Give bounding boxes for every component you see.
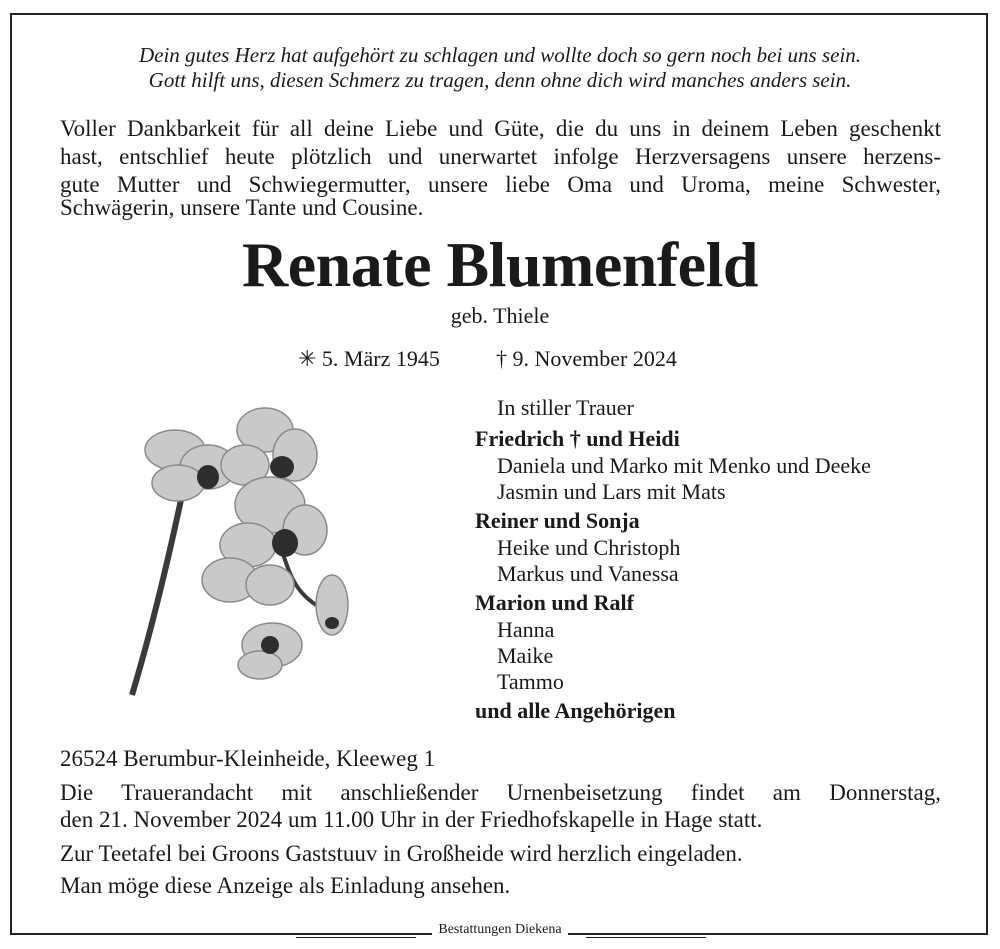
undertaker-name: Bestattungen Diekena	[432, 922, 567, 937]
mourner-2b: Markus und Vanessa	[497, 561, 679, 586]
mourner-3b: Maike	[497, 643, 554, 668]
mourners-heading: In stiller Trauer	[497, 395, 634, 420]
undertaker-credit	[0, 921, 1000, 939]
mourner-1b: Jasmin und Lars mit Mats	[497, 479, 726, 504]
mourners-all: und alle Angehörigen	[475, 698, 676, 723]
mourner-1a: Daniela und Marko mit Menko und Deeke	[497, 453, 871, 478]
motto-line-2: Gott hilft uns, diesen Schmerz zu tragen, denn ohne dich wird manches anders sein.	[148, 68, 852, 92]
service-line-2: den 21. November 2024 um 11.00 Uhr in der Friedhofskapelle in Hage statt.	[60, 807, 763, 832]
orchid-icon	[120, 405, 360, 705]
address: 26524 Berumbur-Kleinheide, Kleeweg 1	[60, 746, 436, 771]
maiden-name: geb. Thiele	[450, 303, 550, 328]
motto-line-1: Dein gutes Herz hat aufgehört zu schlagen und wollte doch so gern noch bei uns sein.	[138, 43, 862, 67]
mourner-group-2: Reiner und Sonja	[475, 508, 640, 533]
mourner-group-1: Friedrich † und Heidi	[475, 426, 680, 451]
service-line-1: Die Trauerandacht mit anschließender Urnenbeisetzung findet am Donnerstag,	[60, 780, 941, 805]
invitation-note: Man möge diese Anzeige als Einladung ansehen.	[60, 873, 511, 898]
deceased-name: Renate Blumenfeld	[242, 229, 758, 300]
tea-invitation: Zur Teetafel bei Groons Gaststuuv in Großheide wird herzlich eingeladen.	[60, 841, 743, 866]
mourner-2a: Heike und Christoph	[497, 535, 681, 560]
death-date: † 9. November 2024	[496, 346, 677, 371]
mourner-3c: Tammo	[497, 669, 564, 694]
mourner-group-3: Marion und Ralf	[475, 590, 634, 615]
mourner-3a: Hanna	[497, 617, 555, 642]
birth-date: ✳ 5. März 1945	[298, 346, 440, 371]
intro-line-2: hast, entschlief heute plötzlich und unerwartet infolge Herzversagens unsere herzens-	[60, 144, 941, 169]
intro-line-4: Schwägerin, unsere Tante und Cousine.	[60, 195, 424, 220]
intro-line-1: Voller Dankbarkeit für all deine Liebe und Güte, die du uns in deinem Leben geschenkt	[60, 116, 941, 141]
intro-line-3: gute Mutter und Schwiegermutter, unsere liebe Oma und Uroma, meine Schwester,	[60, 172, 941, 197]
